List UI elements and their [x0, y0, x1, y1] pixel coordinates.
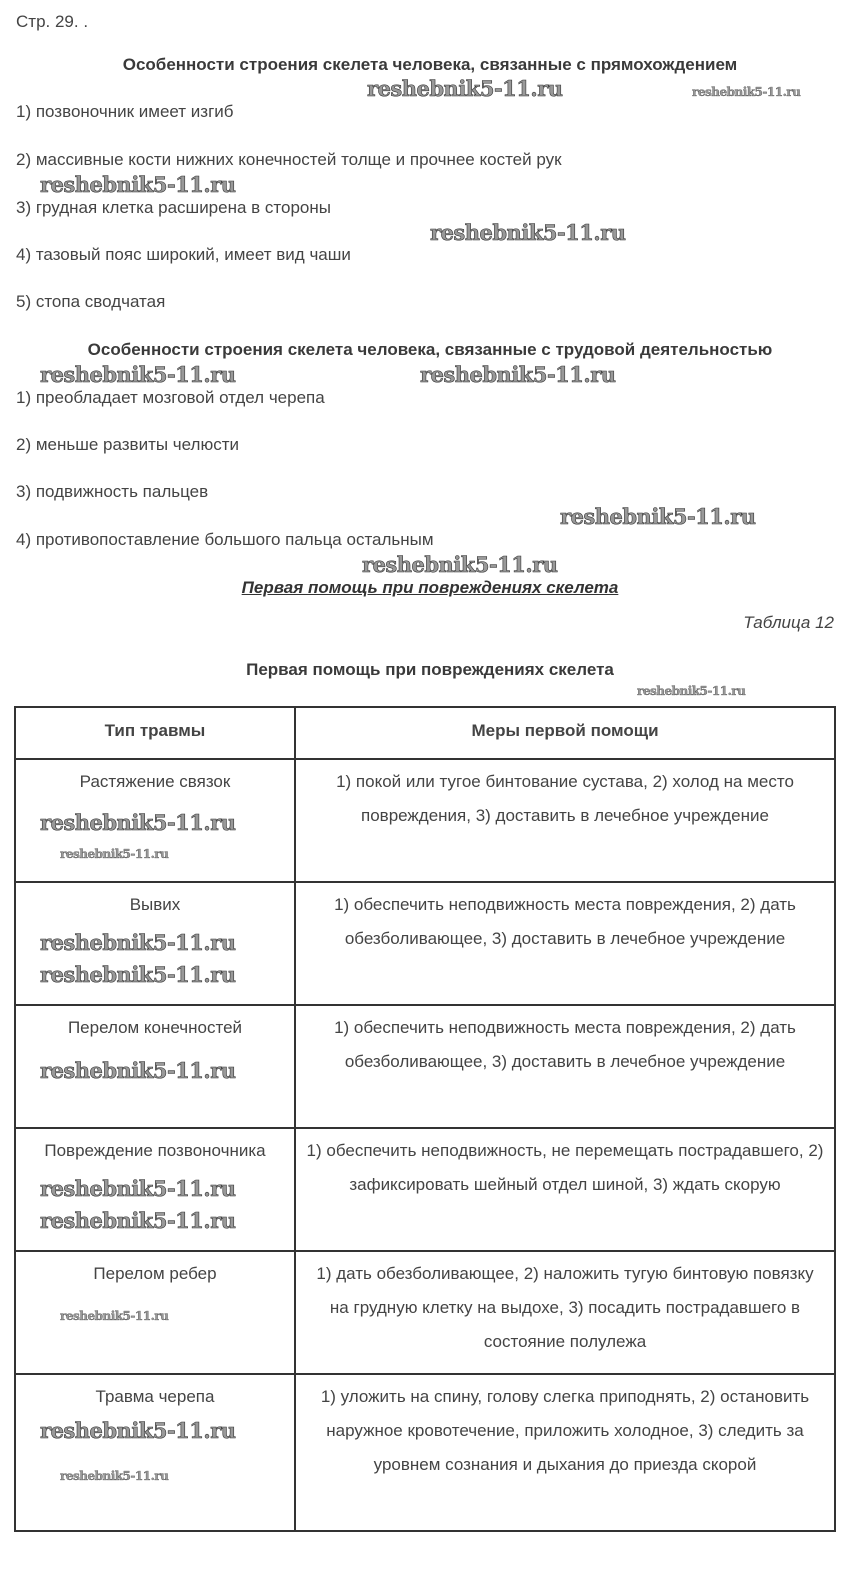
watermark: reshebnik5-11.ru: [60, 1309, 169, 1323]
list-item: 5) стопа сводчатая: [16, 292, 166, 311]
list-item: 1) преобладает мозговой отдел черепа: [16, 388, 325, 407]
section3-link-title[interactable]: Первая помощь при повреждениях скелета: [241, 578, 619, 597]
watermark: reshebnik5-11.ru: [40, 1208, 236, 1233]
table-row: [15, 759, 835, 882]
list-item: 3) грудная клетка расширена в стороны: [16, 198, 331, 217]
watermark: reshebnik5-11.ru: [367, 76, 563, 101]
watermark: reshebnik5-11.ru: [362, 552, 558, 577]
table-row: [15, 1128, 835, 1251]
first-aid-table: [14, 706, 836, 1532]
page-label: Стр. 29. .: [16, 12, 89, 31]
table-title: Первая помощь при повреждениях скелета: [246, 660, 614, 679]
table-row: [15, 1005, 835, 1128]
list-item: 4) тазовый пояс широкий, имеет вид чаши: [16, 245, 351, 264]
injury-type-cell: Травма черепа: [15, 1374, 295, 1531]
injury-type-cell: Перелом ребер: [15, 1251, 295, 1374]
measures-cell: 1) обеспечить неподвижность, не перемещать пострадавшего, 2) зафиксировать шейный отдел шиной, 3) ждать скорую: [295, 1128, 835, 1251]
list-item: 1) позвоночник имеет изгиб: [16, 102, 234, 121]
watermark: reshebnik5-11.ru: [40, 930, 236, 955]
table-label: Таблица 12: [743, 613, 834, 632]
section1-title: Особенности строения скелета человека, связанные с прямохождением: [122, 55, 738, 74]
watermark: reshebnik5-11.ru: [40, 962, 236, 987]
measures-cell: 1) обеспечить неподвижность места повреждения, 2) дать обезболивающее, 3) доставить в лечебное учреждение: [295, 1005, 835, 1128]
watermark: reshebnik5-11.ru: [60, 847, 169, 861]
list-item: 2) массивные кости нижних конечностей толще и прочнее костей рук: [16, 150, 562, 169]
measures-cell: 1) дать обезболивающее, 2) наложить тугую бинтовую повязку на грудную клетку на выдохе, 3) посадить пострадавшего в состояние полулежа: [295, 1251, 835, 1374]
watermark: reshebnik5-11.ru: [40, 362, 236, 387]
measures-cell: 1) обеспечить неподвижность места повреждения, 2) дать обезболивающее, 3) доставить в лечебное учреждение: [295, 882, 835, 1005]
injury-type-cell: Растяжение связок: [15, 759, 295, 882]
injury-type-cell: Повреждение позвоночника: [15, 1128, 295, 1251]
watermark: reshebnik5-11.ru: [420, 362, 616, 387]
measures-cell: 1) уложить на спину, голову слегка приподнять, 2) остановить наружное кровотечение, приложить холодное, 3) следить за уровнем сознания и дыхания до приезда скорой: [295, 1374, 835, 1531]
measures-cell: 1) покой или тугое бинтование сустава, 2) холод на место повреждения, 3) доставить в лечебное учреждение: [295, 759, 835, 882]
table-header-row: [15, 707, 835, 759]
injury-type-cell: Перелом конечностей: [15, 1005, 295, 1128]
list-item: 2) меньше развиты челюсти: [16, 435, 240, 454]
table-row: [15, 1374, 835, 1531]
watermark: reshebnik5-11.ru: [40, 1418, 236, 1443]
watermark: reshebnik5-11.ru: [40, 810, 236, 835]
list-item: 3) подвижность пальцев: [16, 482, 209, 501]
column-header: Тип травмы: [15, 707, 295, 759]
watermark: reshebnik5-11.ru: [40, 172, 236, 197]
watermark: reshebnik5-11.ru: [692, 85, 801, 99]
watermark: reshebnik5-11.ru: [430, 220, 626, 245]
watermark: reshebnik5-11.ru: [40, 1058, 236, 1083]
watermark: reshebnik5-11.ru: [637, 684, 746, 698]
table-row: [15, 882, 835, 1005]
watermark: reshebnik5-11.ru: [60, 1469, 169, 1483]
watermark: reshebnik5-11.ru: [40, 1176, 236, 1201]
table-row: [15, 1251, 835, 1374]
list-item: 4) противопоставление большого пальца остальным: [16, 530, 434, 549]
column-header: Меры первой помощи: [295, 707, 835, 759]
watermark: reshebnik5-11.ru: [560, 504, 756, 529]
injury-type-cell: Вывих: [15, 882, 295, 1005]
section2-title: Особенности строения скелета человека, связанные с трудовой деятельностью: [87, 340, 773, 359]
